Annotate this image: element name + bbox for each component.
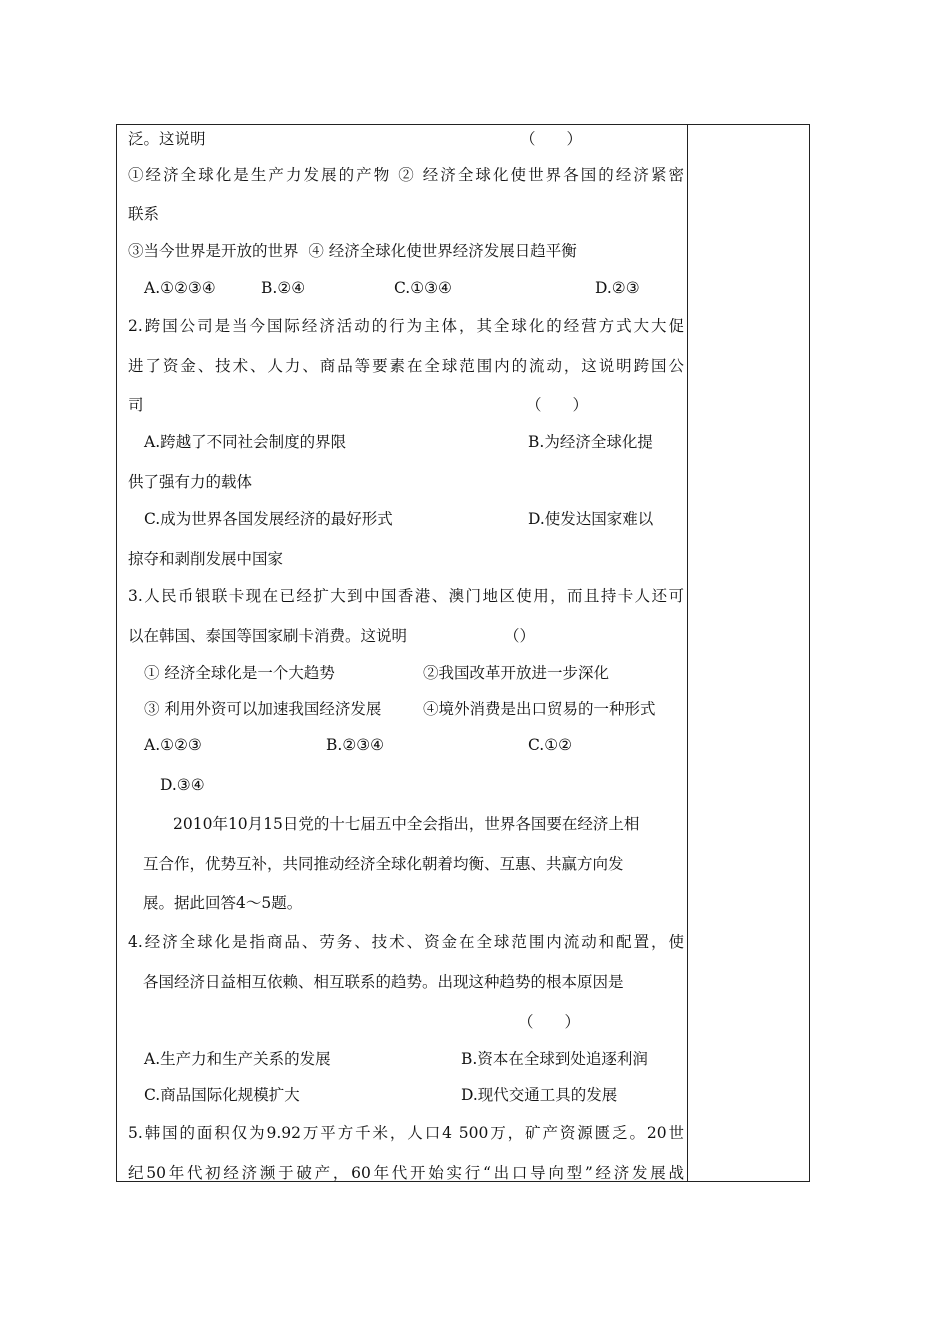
text-line: A.生产力和生产关系的发展 [144,1050,331,1068]
text-line: 2010年10月15日党的十七届五中全会指出，世界各国要在经济上相 [173,815,640,833]
text-line: D.使发达国家难以 [528,510,654,528]
text-line: （ ） [520,130,583,148]
text-line: 供了强有力的载体 [128,473,253,491]
text-line: 展。据此回答4～5题。 [143,894,303,912]
text-line: 2.跨国公司是当今国际经济活动的行为主体，其全球化的经营方式大大促 [128,317,684,335]
text-line: A.①②③④ [144,279,216,297]
text-line: ③ 利用外资可以加速我国经济发展 [144,700,382,718]
text-line: B.②④ [261,279,306,297]
text-line: （ ） [526,396,589,414]
text-line: ①经济全球化是生产力发展的产物 ② 经济全球化使世界各国的经济紧密 [128,166,684,184]
text-line: 以在韩国、泰国等国家刷卡消费。这说明 [128,627,408,645]
table-column-divider [687,124,688,1182]
text-line: ④境外消费是出口贸易的一种形式 [423,700,656,718]
text-line: C.①③④ [394,279,452,297]
text-line: A.跨越了不同社会制度的界限 [144,433,347,451]
text-line: 各国经济日益相互依赖、相互联系的趋势。出现这种趋势的根本原因是 [143,973,624,991]
text-line: 掠夺和剥削发展中国家 [128,550,284,568]
text-line: A.①②③ [144,736,202,754]
text-line: 泛。这说明 [128,130,206,148]
text-line: （ ） [518,1013,581,1031]
text-line: D.现代交通工具的发展 [461,1086,618,1104]
text-line: ②我国改革开放进一步深化 [423,664,610,682]
text-line: B.为经济全球化提 [528,433,653,451]
text-line: C.①② [528,736,573,754]
text-line: B.资本在全球到处追逐利润 [461,1050,648,1068]
text-line: B.②③④ [326,736,385,754]
text-line: 4.经济全球化是指商品、劳务、技术、资金在全球范围内流动和配置，使 [128,933,684,951]
text-line: 5.韩国的面积仅为9.92万平方千米，人口4 500万，矿产资源匮乏。20世 [128,1124,684,1142]
text-line: 互合作，优势互补，共同推动经济全球化朝着均衡、互惠、共赢方向发 [143,855,624,873]
text-line: ① 经济全球化是一个大趋势 [144,664,335,682]
text-line: ③当今世界是开放的世界 ④ 经济全球化使世界经济发展日趋平衡 [128,242,577,260]
text-line: 司 [128,396,144,414]
text-line: 3.人民币银联卡现在已经扩大到中国香港、澳门地区使用，而且持卡人还可 [128,587,684,605]
text-line: D.③④ [160,776,205,794]
text-line: （） [504,627,536,645]
question-table [116,124,810,1182]
text-line: C.成为世界各国发展经济的最好形式 [144,510,393,528]
text-line: D.②③ [595,279,640,297]
text-line: 纪50年代初经济濒于破产，60年代开始实行“出口导向型”经济发展战 [128,1164,684,1182]
text-line: 联系 [128,205,160,223]
text-line: C.商品国际化规模扩大 [144,1086,300,1104]
text-line: 进了资金、技术、人力、商品等要素在全球范围内的流动，这说明跨国公 [128,357,684,375]
